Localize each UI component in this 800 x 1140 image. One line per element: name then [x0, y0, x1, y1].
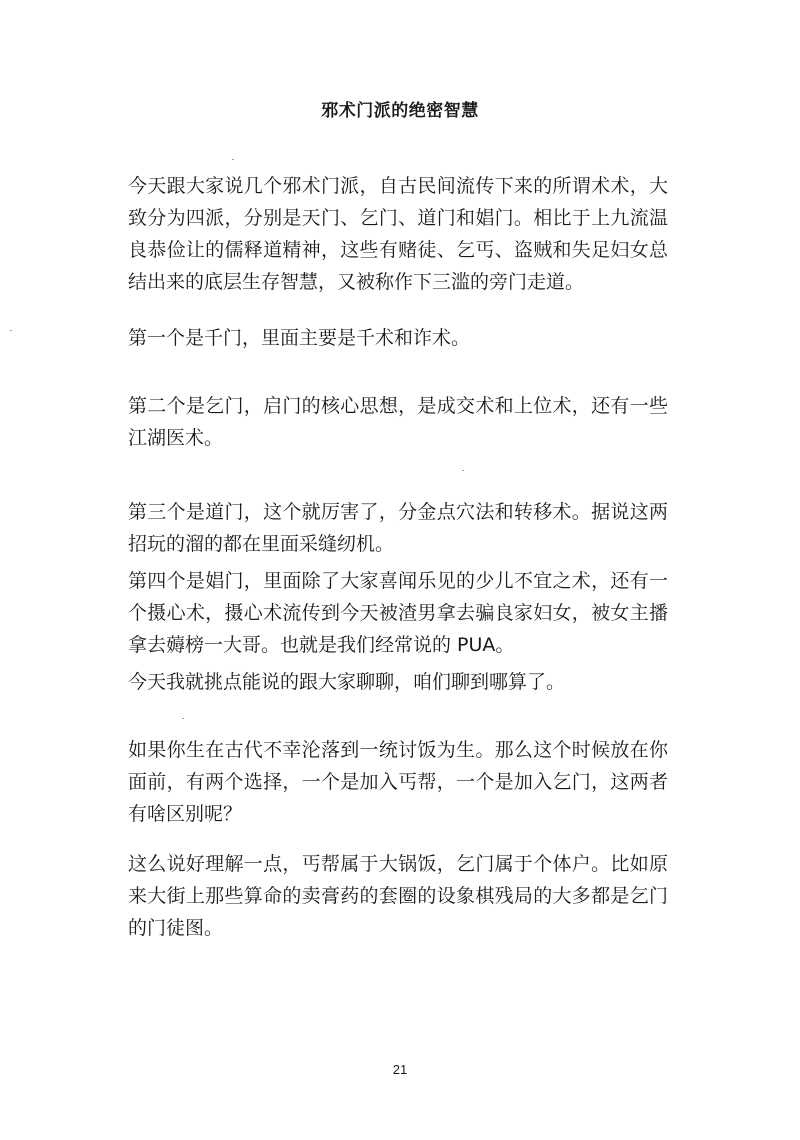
paragraph-explanation: 这么说好理解一点，丐帮属于大锅饭，乞门属于个体户。比如原来大街上那些算命的卖膏药的套圈的设象棋残局的大多都是乞门的门徒图。 — [128, 853, 668, 939]
paragraph-daomen: 第三个是道门，这个就厉害了，分金点穴法和转移术。据说这两招玩的溜的都在里面采缝纫机。 — [128, 501, 668, 555]
scan-speck — [232, 159, 234, 160]
paragraph-today: 今天我就挑点能说的跟大家聊聊，咱们聊到哪算了。 — [128, 671, 566, 693]
page-number: 21 — [392, 1062, 408, 1077]
document-title: 邪术门派的绝密智慧 — [321, 101, 479, 121]
paragraph-qimen: 第二个是乞门，启门的核心思想，是成交术和上位术，还有一些江湖医术。 — [128, 395, 668, 449]
paragraph-intro: 今天跟大家说几个邪术门派，自古民间流传下来的所谓术术，大致分为四派，分别是天门、乞门、道门和娼门。相比于上九流温良恭俭让的儒释道精神，这些有赌徒、乞丐、盗贼和失足妇女总结出来的底层生存智慧，又被称作下三滥的旁门走道。 — [128, 175, 668, 293]
paragraph-choice: 如果你生在古代不幸沦落到一统讨饭为生。那么这个时候放在你面前，有两个选择，一个是加入丐帮，一个是加入乞门，这两者有啥区别呢？ — [128, 739, 668, 825]
scan-speck — [182, 718, 184, 719]
paragraph-qianmen: 第一个是千门，里面主要是千术和诈术。 — [128, 327, 471, 349]
paragraph-changmen: 第四个是娼门，里面除了大家喜闻乐见的少儿不宜之术，还有一个摄心术，摄心术流传到今天被渣男拿去骗良家妇女，被女主播拿去薅榜一大哥。也就是我们经常说的 PUA。 — [128, 570, 668, 656]
scan-speck — [10, 330, 12, 331]
scan-speck — [462, 470, 464, 471]
